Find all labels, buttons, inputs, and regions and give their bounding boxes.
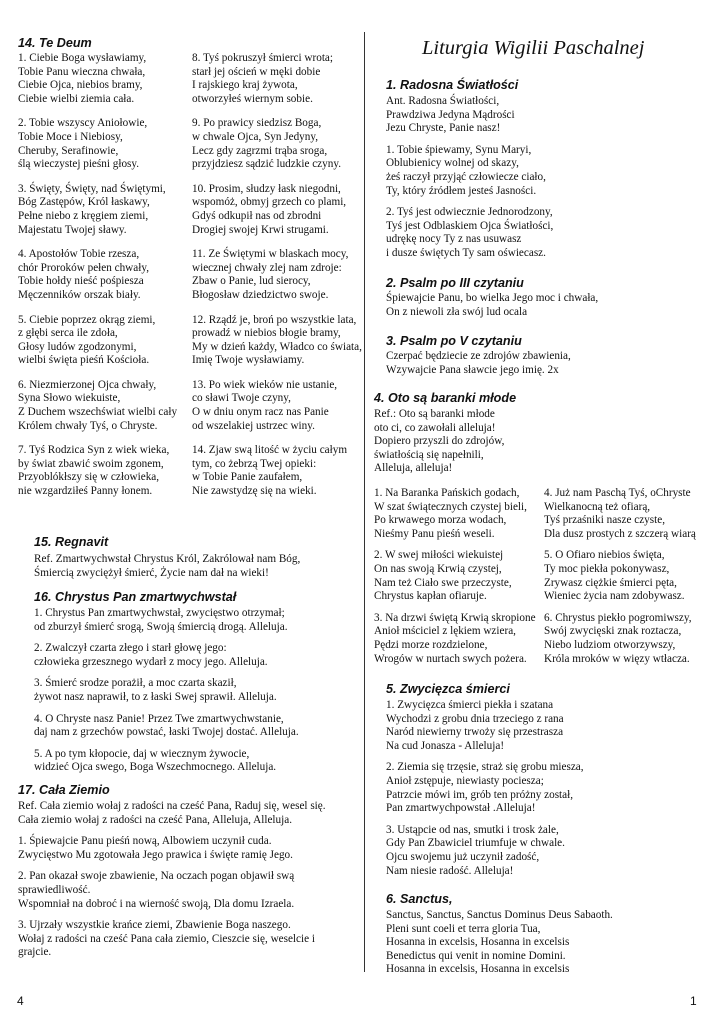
text-line: 4. Już nam Paschą Tyś, oChryste: [544, 487, 691, 499]
text-line: Wieniec życia nam zdobywasz.: [544, 590, 685, 603]
text-line: Głosy ludów zgodzonymi,: [18, 340, 137, 353]
text-line: Wychodzi z grobu dnia trzeciego z rana: [386, 712, 564, 725]
heading-chrystus-pan: 16. Chrystus Pan zmartwychwstał: [34, 590, 237, 604]
stanza: [18, 800, 358, 827]
text-line: 13. Po wiek wieków nie ustanie,: [192, 378, 338, 391]
oto-sa-baranki-column-b: [544, 487, 722, 666]
regnavit-text: [34, 553, 354, 580]
text-line: by świat zbawić swoim zgonem,: [18, 457, 164, 470]
cala-ziemio-text: [18, 800, 358, 960]
text-line: Niebo ludziom otworzywszy,: [544, 638, 676, 651]
stanza: [18, 379, 194, 433]
text-line: Pełne niebo z kręgiem ziemi,: [18, 209, 149, 222]
te-deum-column-a: [18, 52, 194, 499]
stanza: [386, 144, 716, 198]
text-line: prowadź w niebios błogie bramy,: [192, 327, 341, 340]
text-line: 1. Na Baranka Pańskich godach,: [374, 487, 520, 499]
stanza: [386, 95, 716, 136]
text-line: 7. Tyś Rodzica Syn z wiek wieka,: [18, 444, 170, 457]
page-number-left: 4: [17, 994, 24, 1008]
text-line: Z Duchem wszechświat wielbi cały: [18, 406, 178, 419]
text-line: Anioł mściciel z lękiem wziera,: [374, 625, 516, 638]
text-line: od zburzył śmierć srogą, Swoją śmiercią drogą. Alleluja.: [34, 620, 288, 633]
stanza: [192, 444, 364, 498]
oto-sa-baranki-column-a: [374, 487, 546, 666]
stanza: [192, 183, 364, 237]
text-line: 1. Zwycięzca śmierci piekła i szatana: [386, 699, 554, 711]
text-line: wspomóż, obmyj grzech co plami,: [192, 196, 347, 209]
text-line: Zbaw o Panie, lud sierocy,: [192, 275, 311, 288]
text-line: w chwale Ojca, Syn Jedyny,: [192, 130, 319, 143]
text-line: Drogiej swojej Krwi strugami.: [192, 223, 329, 236]
text-line: 12. Rządź je, broń po wszystkie lata,: [192, 313, 357, 326]
text-line: 2. W swej miłości wiekuistej: [374, 549, 504, 562]
text-line: 2. Tobie wszyscy Aniołowie,: [18, 117, 148, 130]
psalm-iii-text: [386, 292, 716, 319]
stanza: [18, 183, 194, 237]
text-line: Lecz gdy zagrzmi trąba sroga,: [192, 144, 328, 157]
text-line: Po krwawego morza wodach,: [374, 514, 507, 527]
page-title: Liturgia Wigilii Paschalnej: [422, 37, 645, 59]
text-line: Prawdziwa Jedyna Mądrości: [386, 108, 515, 121]
text-line: 4. Apostołów Tobie rzesza,: [18, 248, 140, 261]
text-line: Gdy Pan Zbawiciel triumfuje w chwale.: [386, 837, 565, 850]
text-line: udrękę nocy Ty z nas usuwasz: [386, 233, 522, 246]
text-line: Wołaj z radości na cześć Pana cała ziemio, Cieszcie się, weselcie i: [18, 932, 315, 945]
text-line: Ciebie wielbi ziemia cała.: [18, 92, 135, 105]
column-divider: [364, 32, 365, 972]
stanza: [192, 248, 364, 302]
text-line: Hosanna in excelsis, Hosanna in excelsis: [386, 963, 570, 976]
text-line: Ty, który źródłem jesteś Jasności.: [386, 184, 537, 197]
stanza: [34, 748, 354, 775]
text-line: Śmiercią zwyciężył śmierć, Życie nam dał na wieki!: [34, 566, 269, 579]
text-line: 2. Ziemia się trzęsie, straż się grobu miesza,: [386, 761, 584, 774]
text-line: Syna Słowo wiekuiste,: [18, 392, 121, 405]
text-line: Majestatu Twojej sławy.: [18, 223, 127, 236]
text-line: 1. Chrystus Pan zmartwychwstał, zwycięstwo otrzymał;: [34, 607, 285, 619]
stanza: [34, 713, 354, 740]
text-line: I rajskiego kraj żywota,: [192, 79, 298, 92]
stanza: [192, 379, 364, 433]
text-line: żywot nasz naprawił, to z łaski Swej sprawił. Alleluja.: [34, 690, 277, 703]
text-line: Gdyś odkupił nas od zbrodni: [192, 209, 322, 222]
heading-cala-ziemio: 17. Cała Ziemio: [18, 783, 110, 797]
text-line: Zrywasz ciężkie śmierci pęta,: [544, 576, 677, 589]
text-line: Alleluja, alleluja!: [374, 462, 453, 475]
text-line: Anioł zstępuje, niewiasty pociesza;: [386, 774, 544, 787]
text-line: co sławi Twoje czyny,: [192, 392, 291, 405]
text-line: Króla mroków w więzy wtłacza.: [544, 652, 690, 665]
text-line: On z niewoli zła swój lud ocala: [386, 305, 528, 318]
text-line: w Tobie Panie zaufałem,: [192, 471, 303, 484]
text-line: 4. O Chryste nasz Panie! Przez Twe zmartwychwstanie,: [34, 712, 284, 725]
text-line: i dusze świętych Ty sam oświecasz.: [386, 246, 546, 259]
stanza: [386, 761, 716, 815]
text-line: 10. Prosim, słudzy łask niegodni,: [192, 182, 341, 195]
text-line: 3. Na drzwi świętą Krwią skropione: [374, 611, 536, 624]
chrystus-pan-text: [34, 607, 354, 775]
text-line: Jezu Chryste, Panie nasz!: [386, 122, 501, 135]
text-line: 1. Śpiewajcie Panu pieśń nową, Albowiem uczynił cuda.: [18, 835, 272, 848]
text-line: Tobie Moce i Niebiosy,: [18, 130, 123, 143]
text-line: O w dniu onym racz nas Panie: [192, 406, 329, 419]
text-line: Wielkanocną też ofiarą,: [544, 500, 651, 513]
stanza: [544, 487, 722, 541]
text-line: Ref. Cała ziemio wołaj z radości na cześć Pana, Raduj się, wesel się.: [18, 800, 326, 812]
text-line: 2. Zwalczył czarta złego i starł głowę jego:: [34, 642, 227, 655]
heading-zwyciezca-smierci: 5. Zwycięzca śmierci: [386, 682, 510, 696]
text-line: 3. Ujrzały wszystkie krańce ziemi, Zbawienie Boga naszego.: [18, 919, 291, 932]
text-line: Wrogów w nurtach swych pożera.: [374, 652, 527, 665]
text-line: tym, co żebrzą Twej opieki:: [192, 457, 317, 470]
stanza: [18, 444, 194, 498]
stanza: [34, 677, 354, 704]
text-line: Ty moc piekła pokonywasz,: [544, 562, 670, 575]
stanza: [34, 642, 354, 669]
text-line: Zwycięstwo Mu zgotowała Jego prawica i święte ramię Jego.: [18, 848, 293, 861]
text-line: światłością się napełnili,: [374, 448, 484, 461]
stanza: [374, 549, 546, 603]
text-line: nie wzgardziłeś Panny łonem.: [18, 485, 153, 498]
heading-te-deum: 14. Te Deum: [18, 36, 92, 50]
text-line: 8. Tyś pokruszył śmierci wrota;: [192, 52, 334, 64]
text-line: daj nam z grzechów powstać, łaski Twojej dostać. Alleluja.: [34, 726, 299, 739]
text-line: Wzywajcie Pana sławcie jego imię. 2x: [386, 363, 559, 376]
stanza: [18, 117, 194, 171]
text-line: Imię Twoje wysławiamy.: [192, 354, 305, 367]
text-line: grajcie.: [18, 946, 52, 959]
text-line: Czerpać będziecie ze zdrojów zbawienia,: [386, 350, 571, 362]
text-line: Ref.: Oto są baranki młode: [374, 408, 495, 420]
text-line: 6. Niezmierzonej Ojca chwały,: [18, 378, 157, 391]
text-line: sprawiedliwość.: [18, 883, 91, 896]
text-line: oto ci, co zawołali alleluja!: [374, 421, 496, 434]
text-line: Na cud Jonasza - Alleluja!: [386, 739, 505, 752]
text-line: Ciebie Ojca, niebios bramy,: [18, 79, 143, 92]
stanza: [18, 248, 194, 302]
text-line: Ojcu swojemu już uczynił zadość,: [386, 850, 540, 863]
text-line: z głębi serca ile zdoła,: [18, 327, 118, 340]
text-line: Bóg Zastępów, Król łaskawy,: [18, 196, 150, 209]
text-line: Nie zawstydzę się na wieki.: [192, 485, 317, 498]
text-line: Tobie Panu wieczna chwała,: [18, 65, 146, 78]
stanza: [18, 919, 358, 960]
stanza: [18, 52, 194, 106]
stanza: [192, 314, 364, 368]
text-line: Nam niesie radość. Alleluja!: [386, 864, 514, 877]
text-line: Hosanna in excelsis, Hosanna in excelsis: [386, 936, 570, 949]
text-line: Sanctus, Sanctus, Sanctus Dominus Deus Sabaoth.: [386, 909, 613, 921]
text-line: 9. Po prawicy siedzisz Boga,: [192, 117, 322, 130]
te-deum-column-b: [192, 52, 364, 499]
text-line: 3. Ustąpcie od nas, smutki i trosk żale,: [386, 823, 559, 836]
stanza: [386, 699, 716, 753]
text-line: przyjdziesz sądzić ludzkie czyny.: [192, 158, 341, 171]
text-line: 5. A po tym kłopocie, daj w wiecznym żywocie,: [34, 747, 250, 760]
stanza: [18, 870, 358, 911]
text-line: widzieć Ojca swego, Boga Wszechmocnego. Alleluja.: [34, 761, 277, 774]
page-number-right: 1: [690, 994, 697, 1008]
radosna-swiatlosci-text: [386, 95, 716, 261]
text-line: wiecznej chwały zlej nam zdroje:: [192, 261, 342, 274]
text-line: Nieśmy Panu pieśń weseli.: [374, 527, 495, 540]
stanza: [192, 117, 364, 171]
text-line: Przyoblókłszy się w człowieka,: [18, 471, 160, 484]
text-line: otworzyłeś wiernym sobie.: [192, 92, 313, 105]
stanza: [386, 206, 716, 260]
text-line: Naród niewierny trwoży się przestrasza: [386, 726, 564, 739]
text-line: 1. Ciebie Boga wysławiamy,: [18, 52, 147, 64]
sanctus-text: [386, 909, 716, 977]
text-line: 11. Ze Świętymi w blaskach mocy,: [192, 248, 349, 261]
heading-psalm-iii: 2. Psalm po III czytaniu: [386, 276, 524, 290]
stanza: [386, 824, 716, 878]
text-line: Cała ziemio wołaj z radości na cześć Pana, Alleluja, Alleluja.: [18, 813, 292, 826]
heading-radosna-swiatlosci: 1. Radosna Światłości: [386, 78, 519, 92]
zwyciezca-smierci-text: [386, 699, 716, 878]
text-line: Dla dusz prostych z szczerą wiarą: [544, 527, 696, 540]
text-line: Tobie hołdy nieść pośpiesza: [18, 275, 144, 288]
text-line: człowieka grzesznego wydarł z mocy jego. Alleluja.: [34, 655, 268, 668]
text-line: starł jej oścień w męki dobie: [192, 65, 321, 78]
text-line: Tyś przaśniki nasze czyste,: [544, 514, 665, 527]
text-line: Królem chwały Tyś, o Chryste.: [18, 419, 158, 432]
text-line: 1. Tobie śpiewamy, Synu Maryi,: [386, 143, 532, 156]
stanza: [18, 835, 358, 862]
text-line: Patrzcie mówi im, grób ten próżny został,: [386, 788, 574, 801]
text-line: Męczenników orszak biały.: [18, 288, 141, 301]
text-line: 14. Zjaw swą litość w życiu całym: [192, 444, 348, 457]
text-line: Pędzi morze rozdzielone,: [374, 638, 488, 651]
heading-regnavit: 15. Regnavit: [34, 535, 109, 549]
text-line: Pleni sunt coeli et terra gloria Tua,: [386, 922, 541, 935]
text-line: 6. Chrystus piekło pogromiwszy,: [544, 611, 692, 624]
text-line: 2. Pan okazał swoje zbawienie, Na oczach pogan objawił swą: [18, 870, 295, 883]
stanza: [18, 314, 194, 368]
text-line: Wspomniał na dobroć i na wierność swoją, Dla domu Izraela.: [18, 897, 295, 910]
text-line: 3. Święty, Święty, nad Świętymi,: [18, 182, 166, 195]
text-line: 3. Śmierć srodze porażił, a moc czarta skaził,: [34, 677, 237, 690]
text-line: On nas swoją Krwią czystej,: [374, 562, 502, 575]
heading-sanctus: 6. Sanctus,: [386, 892, 453, 906]
stanza: [34, 607, 354, 634]
text-line: wielbi święta pieśń Kościoła.: [18, 354, 150, 367]
text-line: Ant. Radosna Światłości,: [386, 95, 500, 107]
text-line: Oblubienicy wolnej od skazy,: [386, 157, 519, 170]
text-line: żeś raczył przyjąć człowiecze ciało,: [386, 170, 546, 183]
text-line: chór Proroków pełen chwały,: [18, 261, 149, 274]
text-line: Dopiero przyszli do zdrojów,: [374, 435, 505, 448]
stanza: [544, 549, 722, 603]
text-line: Ref. Zmartwychwstał Chrystus Król, Zakrólował nam Bóg,: [34, 553, 301, 565]
stanza: [192, 52, 364, 106]
psalm-v-text: [386, 350, 716, 377]
text-line: Śpiewajcie Panu, bo wielka Jego moc i chwała,: [386, 292, 599, 304]
text-line: Chrystus kapłan ofiaruje.: [374, 590, 487, 603]
text-line: My w dzień każdy, Władco co świata,: [192, 340, 362, 353]
text-line: 5. O Ofiaro niebios święta,: [544, 549, 665, 562]
text-line: 5. Ciebie poprzez okrąg ziemi,: [18, 313, 156, 326]
text-line: od wszelakiej ustrzec winy.: [192, 419, 315, 432]
text-line: Nam też Ciało swe przeczyste,: [374, 576, 512, 589]
heading-psalm-v: 3. Psalm po V czytaniu: [386, 334, 522, 348]
text-line: ślą wieczystej pieśni głosy.: [18, 158, 140, 171]
text-line: Pan zmartwychpowstał .Alleluja!: [386, 802, 536, 815]
stanza: [374, 612, 546, 666]
text-line: Swój zwycięski znak roztacza,: [544, 625, 682, 638]
text-line: W szat świątecznych czystej bieli,: [374, 500, 527, 513]
heading-oto-sa-baranki: 4. Oto są baranki młode: [374, 391, 517, 405]
text-line: Cheruby, Serafinowie,: [18, 144, 119, 157]
stanza: [374, 487, 546, 541]
text-line: 2. Tyś jest odwiecznie Jednorodzony,: [386, 206, 553, 219]
oto-sa-baranki-refrain: [374, 408, 704, 476]
text-line: Błogosław dziedzictwo swoje.: [192, 288, 329, 301]
text-line: Tyś jest Odblaskiem Ojca Światłości,: [386, 219, 554, 232]
text-line: Benedictus qui venit in nomine Domini.: [386, 949, 566, 962]
stanza: [544, 612, 722, 666]
